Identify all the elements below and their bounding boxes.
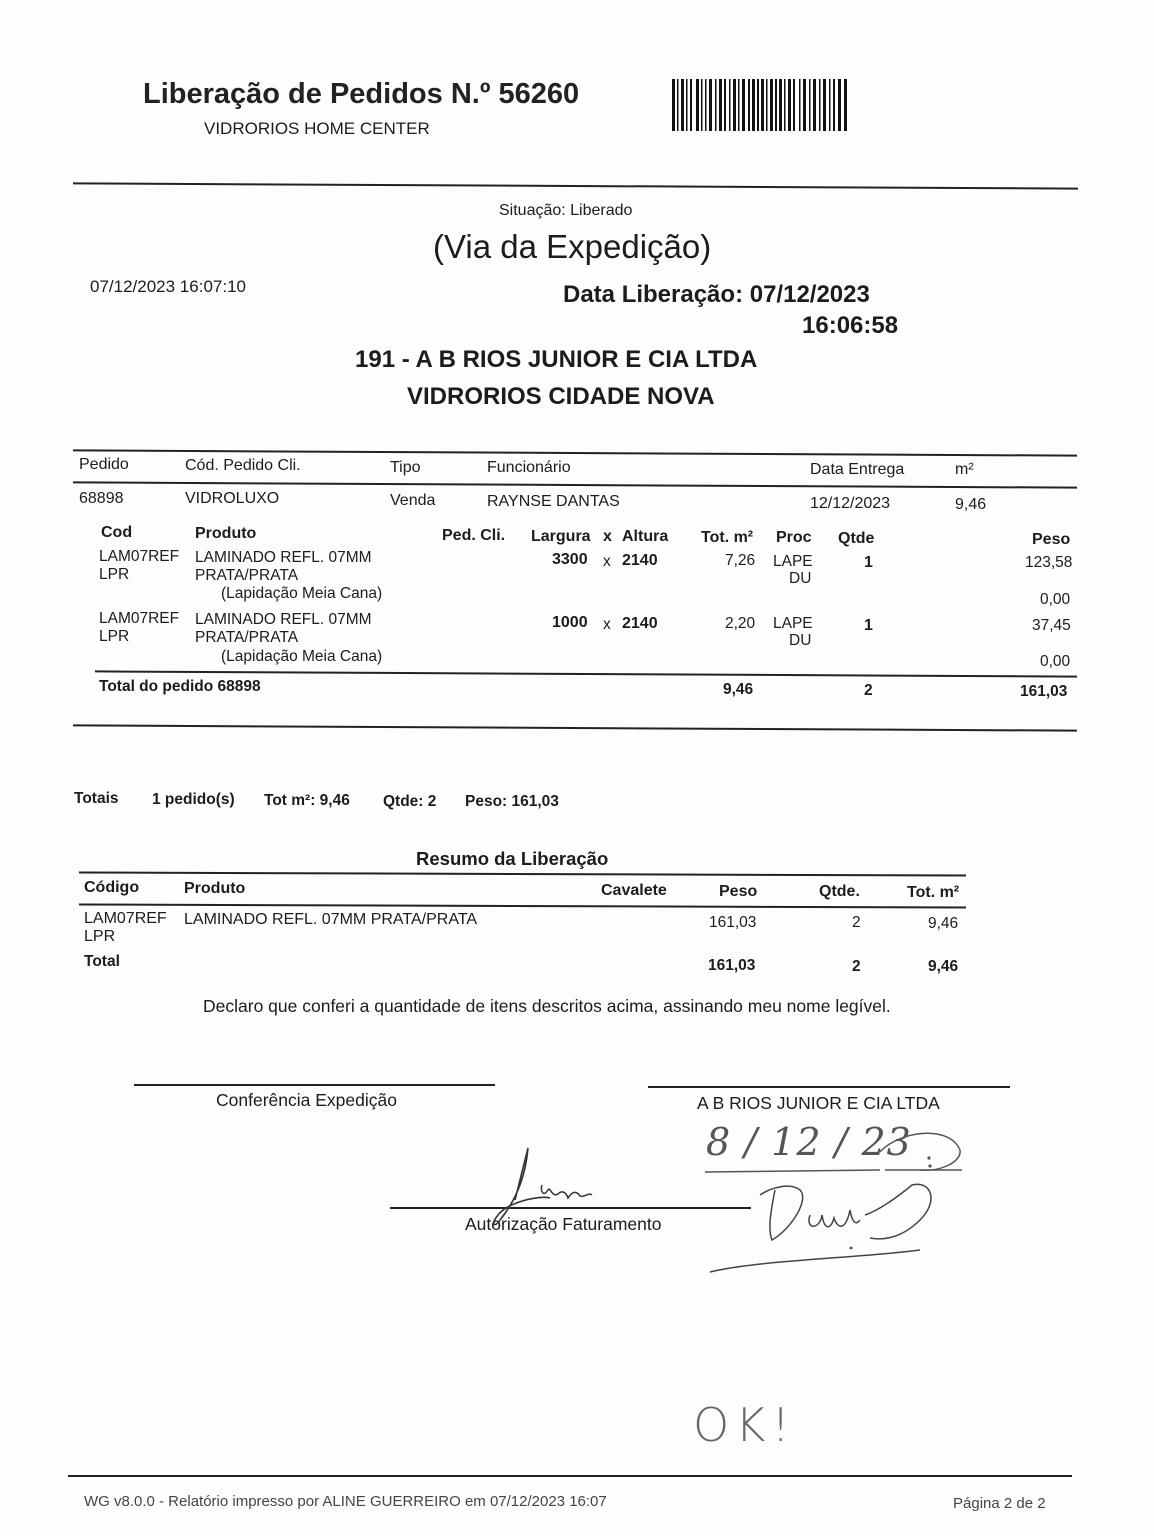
item-2-x: x bbox=[603, 616, 611, 633]
order-total-label: Total do pedido 68898 bbox=[99, 678, 261, 695]
col-tipo: Tipo bbox=[390, 459, 421, 476]
footer-page-number: Página 2 de 2 bbox=[953, 1495, 1046, 1512]
item-1-proc: LAPE bbox=[773, 553, 813, 570]
order-tipo: Venda bbox=[390, 492, 436, 509]
summary-row-codigo: LAM07REF bbox=[84, 910, 167, 927]
items-col-largura: Largura bbox=[531, 528, 591, 545]
items-col-tot-m2: Tot. m² bbox=[701, 529, 754, 546]
barcode bbox=[672, 79, 848, 131]
item-2-produto: LAMINADO REFL. 07MM bbox=[195, 611, 372, 628]
order-header-line bbox=[73, 481, 1077, 488]
signature-line-conferencia bbox=[134, 1084, 495, 1086]
signature-line-company bbox=[648, 1086, 1010, 1088]
summary-col-cavalete: Cavalete bbox=[601, 882, 667, 899]
summary-col-tot-m2: Tot. m² bbox=[907, 884, 960, 901]
item-1-x: x bbox=[603, 553, 611, 570]
summary-title: Resumo da Liberação bbox=[416, 848, 609, 869]
col-pedido: Pedido bbox=[79, 456, 129, 473]
order-total-line bbox=[95, 670, 1077, 677]
item-1-proc-2: DU bbox=[789, 570, 812, 587]
order-total-tot-m2: 9,46 bbox=[723, 681, 754, 698]
item-1-processo: (Lapidação Meia Cana) bbox=[221, 585, 383, 602]
item-2-produto-2: PRATA/PRATA bbox=[195, 629, 299, 646]
order-total-qtde: 2 bbox=[864, 682, 873, 699]
col-cod-pedido-cli: Cód. Pedido Cli. bbox=[185, 457, 301, 474]
summary-total-qtde: 2 bbox=[852, 958, 861, 975]
totals-pedidos: 1 pedido(s) bbox=[152, 791, 235, 808]
totals-label: Totais bbox=[74, 790, 119, 807]
release-date: Data Liberação: 07/12/2023 bbox=[563, 281, 870, 308]
release-time: 16:06:58 bbox=[802, 312, 899, 339]
items-col-x: x bbox=[603, 528, 612, 545]
item-1-produto-2: PRATA/PRATA bbox=[195, 567, 299, 584]
signature-aline bbox=[480, 1140, 610, 1230]
summary-total-tot-m2: 9,46 bbox=[928, 958, 959, 975]
handwritten-date: 8 / 12 / 23 bbox=[706, 1120, 912, 1164]
col-funcionario: Funcionário bbox=[487, 459, 571, 476]
item-1-qtde: 1 bbox=[864, 554, 873, 571]
items-col-qtde: Qtde bbox=[838, 530, 875, 547]
item-2-proc: LAPE bbox=[773, 615, 813, 632]
summary-col-codigo: Código bbox=[84, 879, 140, 896]
col-m2: m² bbox=[955, 461, 974, 478]
totals-qtde: Qtde: 2 bbox=[383, 793, 437, 810]
summary-col-peso: Peso bbox=[719, 883, 758, 900]
item-2-largura: 1000 bbox=[552, 614, 588, 631]
order-total-peso: 161,03 bbox=[1020, 683, 1068, 700]
footer-printed-by: WG v8.0.0 - Relatório impresso por ALINE GUERREIRO em 07/12/2023 16:07 bbox=[84, 1493, 607, 1510]
items-col-produto: Produto bbox=[195, 525, 257, 542]
signature-label-company: A B RIOS JUNIOR E CIA LTDA bbox=[697, 1093, 940, 1113]
item-1-largura: 3300 bbox=[552, 551, 588, 568]
summary-header-line bbox=[79, 903, 966, 908]
items-col-cod: Cod bbox=[101, 524, 133, 541]
item-1-produto: LAMINADO REFL. 07MM bbox=[195, 549, 372, 566]
client-name: 191 - A B RIOS JUNIOR E CIA LTDA bbox=[355, 346, 758, 373]
order-table-top-line bbox=[73, 449, 1077, 456]
handwritten-ok: OK! bbox=[693, 1398, 796, 1452]
item-2-cod-2: LPR bbox=[99, 628, 130, 645]
order-funcionario: RAYNSE DANTAS bbox=[487, 493, 620, 510]
company-name: VIDRORIOS HOME CENTER bbox=[204, 119, 430, 138]
order-data-entrega: 12/12/2023 bbox=[810, 495, 891, 512]
signature-label-conferencia: Conferência Expedição bbox=[216, 1090, 397, 1110]
signature-davi bbox=[700, 1160, 960, 1285]
item-2-altura: 2140 bbox=[622, 615, 658, 632]
item-1-cod-2: LPR bbox=[99, 566, 130, 583]
signature-label-autorizacao: Autorização Faturamento bbox=[465, 1214, 662, 1234]
item-2-qtde: 1 bbox=[864, 617, 873, 634]
items-col-proc: Proc bbox=[776, 529, 812, 546]
declaration-text: Declaro que conferi a quantidade de itens descritos acima, assinando meu nome legível. bbox=[203, 996, 891, 1016]
item-2-processo: (Lapidação Meia Cana) bbox=[221, 648, 383, 665]
summary-row-codigo-2: LPR bbox=[84, 928, 116, 945]
items-col-ped-cli: Ped. Cli. bbox=[442, 527, 506, 544]
item-2-cod: LAM07REF bbox=[99, 610, 180, 627]
summary-total-label: Total bbox=[84, 953, 120, 970]
header-divider bbox=[73, 182, 1078, 189]
item-2-peso: 37,45 bbox=[1032, 617, 1071, 634]
footer-divider bbox=[68, 1475, 1072, 1477]
summary-row-peso: 161,03 bbox=[709, 914, 757, 931]
item-1-peso-proc: 0,00 bbox=[1040, 591, 1071, 608]
item-1-tot-m2: 7,26 bbox=[725, 552, 756, 569]
document-title: Liberação de Pedidos N.º 56260 bbox=[143, 78, 580, 110]
copy-type: (Via da Expedição) bbox=[433, 228, 712, 265]
printed-timestamp: 07/12/2023 16:07:10 bbox=[90, 277, 246, 296]
items-col-altura: Altura bbox=[622, 528, 669, 545]
summary-total-peso: 161,03 bbox=[708, 957, 756, 974]
situation: Situação: Liberado bbox=[499, 202, 633, 219]
col-data-entrega: Data Entrega bbox=[810, 461, 905, 478]
summary-row-produto: LAMINADO REFL. 07MM PRATA/PRATA bbox=[184, 911, 478, 928]
item-2-proc-2: DU bbox=[789, 632, 812, 649]
items-col-peso: Peso bbox=[1032, 531, 1071, 548]
order-m2: 9,46 bbox=[955, 496, 987, 513]
order-cod-pedido-cli: VIDROLUXO bbox=[185, 490, 280, 507]
summary-row-tot-m2: 9,46 bbox=[928, 915, 959, 932]
summary-top-line bbox=[79, 871, 966, 876]
item-1-altura: 2140 bbox=[622, 552, 658, 569]
client-store: VIDRORIOS CIDADE NOVA bbox=[407, 383, 715, 410]
item-2-tot-m2: 2,20 bbox=[725, 615, 756, 632]
item-2-peso-proc: 0,00 bbox=[1040, 653, 1071, 670]
item-1-cod: LAM07REF bbox=[99, 548, 180, 565]
summary-row-qtde: 2 bbox=[852, 914, 861, 931]
totals-peso: Peso: 161,03 bbox=[465, 793, 559, 810]
order-pedido: 68898 bbox=[79, 490, 124, 507]
order-table-bottom-line bbox=[73, 724, 1077, 731]
totals-tot-m2: Tot m²: 9,46 bbox=[264, 792, 350, 809]
summary-col-qtde: Qtde. bbox=[819, 883, 860, 900]
item-1-peso: 123,58 bbox=[1025, 554, 1073, 571]
summary-col-produto: Produto bbox=[184, 880, 246, 897]
